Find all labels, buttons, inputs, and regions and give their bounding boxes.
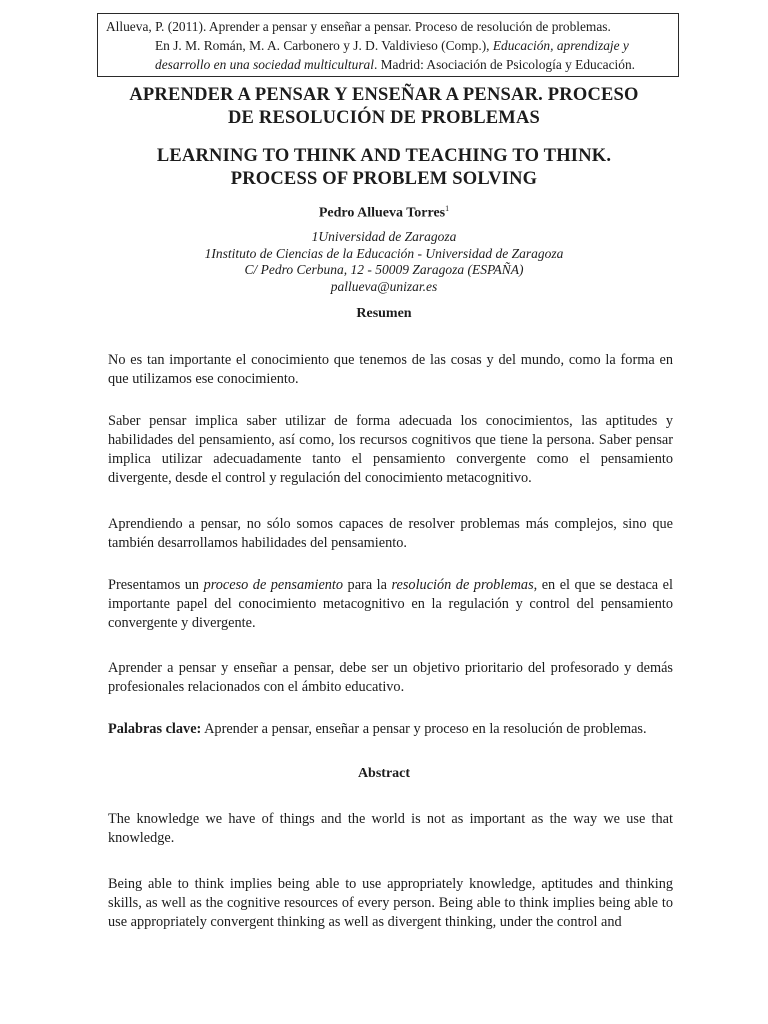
citation-publisher: . Madrid: Asociación de Psicología y Educación. <box>373 57 636 72</box>
resumen-heading: Resumen <box>356 306 412 321</box>
author-name: Pedro Allueva Torres <box>318 205 446 221</box>
resumen-paragraph-4 <box>108 576 673 633</box>
p4-emphasis-resolution: resolución de problemas <box>391 577 534 593</box>
title-spanish <box>0 84 768 130</box>
title-english-line-1: LEARNING TO THINK AND TEACHING TO THINK. <box>156 146 612 166</box>
author <box>0 204 768 222</box>
keywords <box>108 720 673 739</box>
title-english-line-2: PROCESS OF PROBLEM SOLVING <box>230 169 538 189</box>
p4-text-e: , en el que se destaca el importante papel del conocimiento metacognitivo en la regulación y control del pensamiento convergente y divergente. <box>108 577 673 631</box>
citation-book-title-part-2: desarrollo en una sociedad multicultural <box>155 57 374 72</box>
citation-book-title-part-1: Educación, aprendizaje y <box>492 38 629 53</box>
title-spanish-line-2: DE RESOLUCIÓN DE PROBLEMAS <box>227 108 541 128</box>
citation-line-1: Allueva, P. (2011). Aprender a pensar y enseñar a pensar. Proceso de resolución de problemas. <box>106 19 611 34</box>
keywords-label: Palabras clave: <box>108 721 202 737</box>
title-spanish-line-1: APRENDER A PENSAR Y ENSEÑAR A PENSAR. PROCESO <box>129 85 639 105</box>
resumen-paragraph-2: Saber pensar implica saber utilizar de forma adecuada los conocimientos, las aptitudes y habilidades del pensamiento, así como, los recursos cognitivos que tiene la persona. Saber pensar implica utilizar adecuadamente tanto el pensamiento convergente como el pensamiento divergente, desde el control y regulación del conocimiento metacognitivo. <box>108 413 673 486</box>
keywords-text: Aprender a pensar, enseñar a pensar y proceso en la resolución de problemas. <box>201 721 647 737</box>
abstract-paragraph-2: Being able to think implies being able to use appropriately knowledge, aptitudes and thinking skills, as well as the cognitive resources of every person. Being able to think implies being able to use appropriately convergent thinking as well as divergent thinking, under the control and <box>108 876 673 930</box>
abstract-heading: Abstract <box>357 766 411 781</box>
p4-text-c: para la <box>343 577 392 593</box>
resumen-paragraph-3: Aprendiendo a pensar, no sólo somos capaces de resolver problemas más complejos, sino que también desarrollamos habilidades del pensamiento. <box>108 516 673 551</box>
author-affiliation-marker: 1 <box>445 204 450 213</box>
p4-text-a: Presentamos un <box>108 577 204 593</box>
citation-editors: En J. M. Román, M. A. Carbonero y J. D. Valdivieso (Comp.), <box>155 38 493 53</box>
citation-line-3 <box>106 55 678 74</box>
affiliation-institute: 1Instituto de Ciencias de la Educación - Universidad de Zaragoza <box>204 245 564 261</box>
resumen-paragraph-5: Aprender a pensar y enseñar a pensar, debe ser un objetivo prioritario del profesorado y demás profesionales relacionados con el ámbito educativo. <box>108 660 673 695</box>
abstract-paragraph-1: The knowledge we have of things and the world is not as important as the way we use that knowledge. <box>108 811 673 846</box>
title-english <box>0 145 768 191</box>
citation-box <box>97 13 679 77</box>
resumen-paragraph-1: No es tan importante el conocimiento que tenemos de las cosas y del mundo, como la forma en que utilizamos ese conocimiento. <box>108 352 673 387</box>
p4-emphasis-process: proceso de pensamiento <box>203 577 344 593</box>
affiliation-address: C/ Pedro Cerbuna, 12 - 50009 Zaragoza (ESPAÑA) <box>244 262 524 277</box>
citation-line-2 <box>106 36 678 55</box>
affiliation-university: 1Universidad de Zaragoza <box>311 229 457 244</box>
author-email: pallueva@unizar.es <box>330 278 438 294</box>
affiliation <box>0 229 768 295</box>
